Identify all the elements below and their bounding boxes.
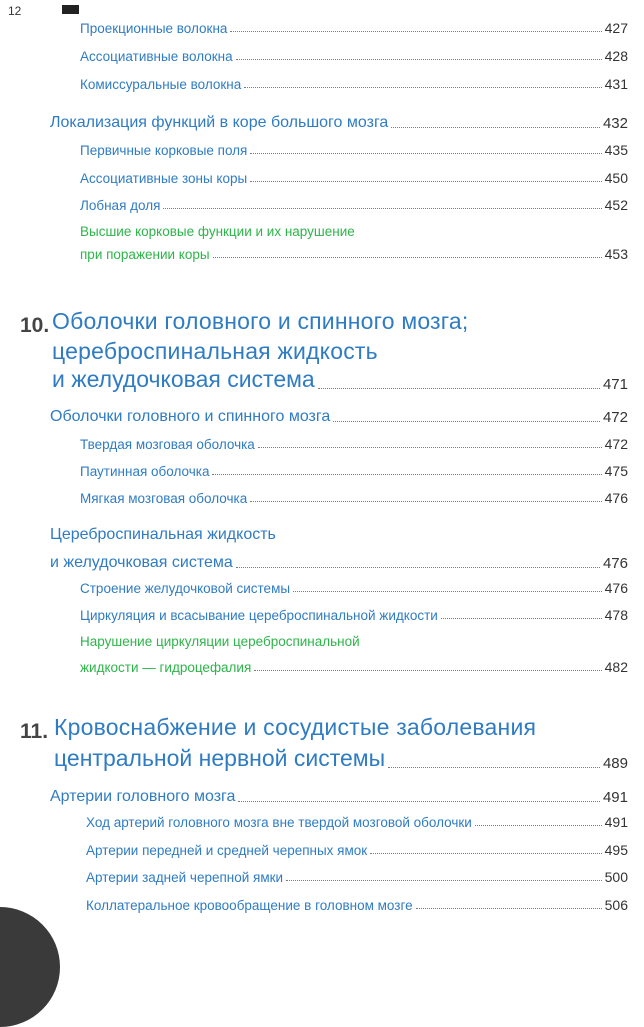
- toc-entry-title: Циркуляция и всасывание цереброспинальной жидкости: [80, 608, 438, 623]
- toc-section-title: Оболочки головного и спинного мозга: [50, 408, 331, 425]
- toc-entry[interactable]: [80, 607, 628, 623]
- toc-entry-title: жидкости — гидроцефалия: [80, 660, 252, 675]
- toc-entry-page: 453: [604, 246, 628, 262]
- toc-entry-page: 450: [604, 170, 628, 186]
- toc-entry-title: Паутинная оболочка: [80, 464, 210, 479]
- leader-dots: [213, 257, 602, 258]
- leader-dots: [212, 474, 601, 475]
- toc-entry-page: 452: [604, 197, 628, 213]
- toc-entry[interactable]: [80, 20, 628, 36]
- leader-dots: [244, 87, 601, 88]
- toc-entry-title: Комиссуральные волокна: [80, 77, 242, 92]
- chapter-title-line1[interactable]: Кровоснабжение и сосудистые заболевания: [54, 714, 537, 740]
- toc-entry-page: 476: [604, 580, 628, 596]
- leader-dots: [250, 153, 601, 154]
- leader-dots: [388, 767, 600, 768]
- toc-entry-title: Ход артерий головного мозга вне твердой мозговой оболочки: [86, 815, 472, 830]
- chapter-page: 489: [602, 755, 628, 772]
- toc-entry-page: 435: [604, 142, 628, 158]
- toc-entry[interactable]: [80, 463, 628, 479]
- toc-section[interactable]: [50, 408, 628, 426]
- toc-section-page: 432: [602, 115, 628, 132]
- toc-entry[interactable]: [80, 436, 628, 452]
- toc-entry-page: 476: [604, 490, 628, 506]
- toc-section[interactable]: [50, 554, 628, 572]
- toc-entry-title: Артерии передней и средней черепных ямок: [86, 843, 368, 858]
- toc-entry-green-line1[interactable]: Высшие корковые функции и их нарушение: [80, 224, 355, 239]
- leader-dots: [391, 127, 600, 128]
- toc-entry-page: 475: [604, 463, 628, 479]
- leader-dots: [250, 501, 601, 502]
- toc-section-title: и желудочковая система: [50, 554, 233, 571]
- toc-entry-title: Мягкая мозговая оболочка: [80, 491, 248, 506]
- toc-entry-page: 428: [604, 48, 628, 64]
- toc-entry-title: Строение желудочковой системы: [80, 581, 291, 596]
- toc-entry-title: Лобная доля: [80, 198, 161, 213]
- toc-entry[interactable]: [86, 897, 628, 913]
- chapter-title-line3: и желудочковая система: [52, 366, 315, 392]
- toc-entry-page: 472: [604, 436, 628, 452]
- toc-section-page: 491: [602, 789, 628, 806]
- toc-section-line1[interactable]: Цереброспинальная жидкость: [50, 526, 276, 543]
- toc-entry-page: 495: [604, 842, 628, 858]
- chapter-title-line1[interactable]: Оболочки головного и спинного мозга;: [52, 308, 469, 334]
- header-mark: [62, 5, 79, 14]
- toc-section[interactable]: [50, 114, 628, 132]
- toc-entry-title: при поражении коры: [80, 247, 210, 262]
- leader-dots: [254, 670, 601, 671]
- chapter-title-row[interactable]: [52, 366, 628, 393]
- toc-section-title: Локализация функций в коре большого мозга: [50, 114, 389, 131]
- leader-dots: [250, 181, 601, 182]
- leader-dots: [258, 447, 602, 448]
- leader-dots: [333, 421, 600, 422]
- toc-entry-green[interactable]: [80, 246, 628, 262]
- leader-dots: [236, 567, 600, 568]
- toc-entry[interactable]: [80, 48, 628, 64]
- toc-entry-title: Артерии задней черепной ямки: [86, 870, 284, 885]
- leader-dots: [230, 31, 601, 32]
- toc-entry-page: 431: [604, 76, 628, 92]
- toc-entry[interactable]: [80, 142, 628, 158]
- leader-dots: [238, 801, 600, 802]
- leader-dots: [441, 618, 602, 619]
- leader-dots: [163, 208, 601, 209]
- chapter-number: 11.: [20, 720, 49, 743]
- toc-entry-page: 500: [604, 869, 628, 885]
- page-number: 12: [8, 4, 22, 18]
- leader-dots: [370, 853, 601, 854]
- toc-entry-page: 506: [604, 897, 628, 913]
- leader-dots: [293, 591, 602, 592]
- toc-entry[interactable]: [86, 869, 628, 885]
- toc-entry-page: 478: [604, 607, 628, 623]
- toc-entry[interactable]: [80, 580, 628, 596]
- toc-entry[interactable]: [80, 76, 628, 92]
- toc-entry-page: 427: [604, 20, 628, 36]
- leader-dots: [318, 388, 600, 389]
- toc-entry-page: 482: [604, 659, 628, 675]
- toc-entry-title: Ассоциативные волокна: [80, 49, 233, 64]
- toc-entry[interactable]: [80, 490, 628, 506]
- toc-entry-title: Твердая мозговая оболочка: [80, 437, 255, 452]
- toc-section-title: Артерии головного мозга: [50, 788, 236, 805]
- leader-dots: [475, 825, 602, 826]
- toc-section-page: 472: [602, 409, 628, 426]
- toc-entry-title: Коллатеральное кровообращение в головном мозге: [86, 898, 413, 913]
- toc-section-page: 476: [602, 555, 628, 572]
- toc-entry[interactable]: [80, 197, 628, 213]
- toc-entry[interactable]: [80, 170, 628, 186]
- toc-section[interactable]: [50, 788, 628, 806]
- toc-entry-green-line1[interactable]: Нарушение циркуляции цереброспинальной: [80, 634, 360, 649]
- chapter-page: 471: [602, 376, 628, 393]
- toc-entry[interactable]: [86, 814, 628, 830]
- chapter-title-line2[interactable]: цереброспинальная жидкость: [52, 338, 378, 364]
- toc-entry-title: Первичные корковые поля: [80, 143, 248, 158]
- leader-dots: [286, 880, 602, 881]
- page-header: [0, 0, 644, 20]
- toc-entry-green[interactable]: [80, 659, 628, 675]
- toc-entry-page: 491: [604, 814, 628, 830]
- toc-entry-title: Проекционные волокна: [80, 21, 228, 36]
- toc-entry[interactable]: [86, 842, 628, 858]
- leader-dots: [416, 908, 602, 909]
- page-corner-shadow: [0, 907, 60, 1027]
- chapter-title-row[interactable]: [54, 745, 628, 772]
- leader-dots: [236, 59, 602, 60]
- chapter-number: 10.: [20, 314, 50, 337]
- toc-entry-title: Ассоциативные зоны коры: [80, 171, 248, 186]
- chapter-title-line2: центральной нервной системы: [54, 745, 386, 771]
